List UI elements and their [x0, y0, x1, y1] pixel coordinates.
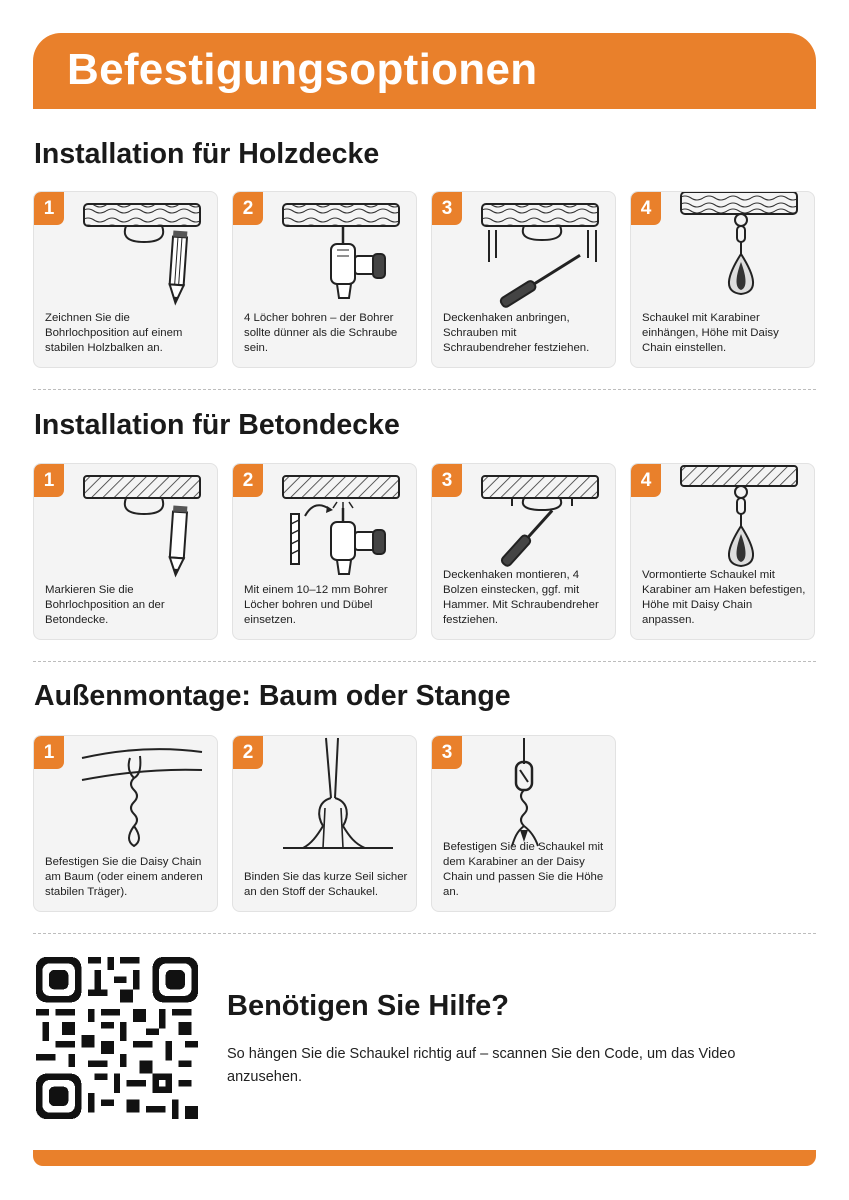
help-title: Benötigen Sie Hilfe? — [227, 990, 509, 1022]
step-number: 4 — [631, 464, 661, 497]
section-divider — [33, 933, 816, 934]
step-caption: Vormontierte Schaukel mit Karabiner am Haken befestigen, Höhe mit Daisy Chain anpassen. — [642, 569, 806, 626]
step-number: 1 — [34, 192, 64, 225]
step-number: 2 — [233, 736, 263, 769]
section-divider — [33, 661, 816, 662]
page-title: Befestigungsoptionen — [67, 45, 538, 94]
step-caption: 4 Löcher bohren – der Bohrer sollte dünner als die Schraube sein. — [244, 312, 398, 354]
step-caption: Deckenhaken anbringen, Schrauben mit Schraubendreher festziehen. — [443, 312, 590, 354]
step-card-wood-4 — [630, 191, 815, 368]
step-card-concrete-1 — [33, 463, 218, 640]
section-title-wood: Installation für Holzdecke — [34, 138, 380, 170]
section-title-outdoor: Außenmontage: Baum oder Stange — [34, 680, 511, 712]
step-card-concrete-4 — [630, 463, 815, 640]
step-card-concrete-3 — [431, 463, 616, 640]
step-number: 3 — [432, 192, 462, 225]
step-caption: Mit einem 10–12 mm Bohrer Löcher bohren und Dübel einsetzen. — [244, 584, 388, 626]
qr-code-icon[interactable] — [36, 957, 198, 1119]
step-card-wood-3 — [431, 191, 616, 368]
step-number: 3 — [432, 464, 462, 497]
step-card-outdoor-1 — [33, 735, 218, 912]
step-number: 2 — [233, 464, 263, 497]
step-card-wood-2 — [232, 191, 417, 368]
step-card-concrete-2 — [232, 463, 417, 640]
step-caption: Befestigen Sie die Daisy Chain am Baum (oder einem anderen stabilen Träger). — [45, 856, 203, 898]
step-caption: Zeichnen Sie die Bohrlochposition auf einem stabilen Holzbalken an. — [45, 312, 183, 354]
step-card-wood-1 — [33, 191, 218, 368]
step-caption: Befestigen Sie die Schaukel mit dem Karabiner an der Daisy Chain und passen Sie die Höhe an. — [443, 841, 604, 898]
step-number: 1 — [34, 464, 64, 497]
step-card-outdoor-2 — [232, 735, 417, 912]
step-number: 3 — [432, 736, 462, 769]
step-number: 4 — [631, 192, 661, 225]
header-banner — [33, 33, 816, 109]
step-caption: Markieren Sie die Bohrlochposition an der Betondecke. — [45, 584, 165, 626]
step-caption: Schaukel mit Karabiner einhängen, Höhe mit Daisy Chain einstellen. — [642, 312, 779, 354]
step-number: 2 — [233, 192, 263, 225]
footer-bar — [33, 1150, 816, 1166]
help-text: So hängen Sie die Schaukel richtig auf – scannen Sie den Code, um das Video anzusehen. — [227, 1046, 736, 1085]
step-card-outdoor-3 — [431, 735, 616, 912]
step-caption: Deckenhaken montieren, 4 Bolzen einstecken, ggf. mit Hammer. Mit Schraubendreher festziehen. — [443, 569, 599, 626]
section-title-concrete: Installation für Betondecke — [34, 409, 400, 441]
step-number: 1 — [34, 736, 64, 769]
section-divider — [33, 389, 816, 390]
step-caption: Binden Sie das kurze Seil sicher an den Stoff der Schaukel. — [244, 871, 408, 898]
